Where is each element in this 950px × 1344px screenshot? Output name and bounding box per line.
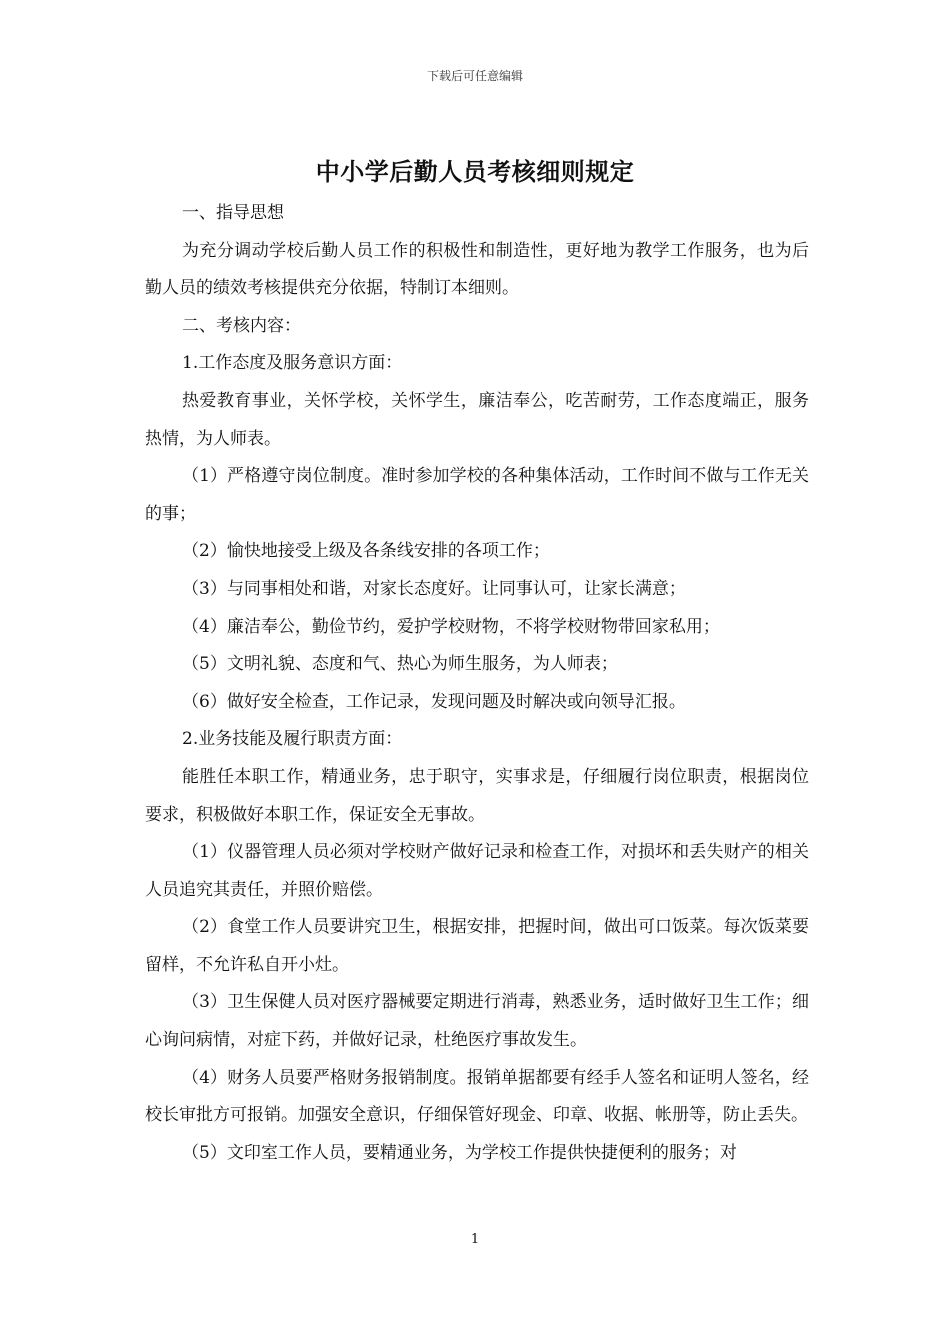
list-item-attitude-4: （4）廉洁奉公，勤俭节约，爱护学校财物，不将学校财物带回家私用；: [182, 616, 720, 637]
paragraph-attitude-summary: 热爱教育事业，关怀学校，关怀学生，廉洁奉公，吃苦耐劳，工作态度端正，服务热情，为人师表。: [145, 390, 809, 449]
list-item-skills-1: （1）仪器管理人员必须对学校财产做好记录和检查工作，对损坏和丢失财产的相关人员追究其责任，并照价赔偿。: [145, 842, 809, 900]
list-item-skills-4: （4）财务人员要严格财务报销制度。报销单据都要有经手人签名和证明人签名，经校长审批方可报销。加强安全意识，仔细保管好现金、印章、收据、帐册等，防止丢失。: [145, 1067, 809, 1126]
list-item-attitude-2: （2）愉快地接受上级及各条线安排的各项工作；: [182, 541, 550, 562]
subsection-heading-attitude: 1.工作态度及服务意识方面：: [182, 353, 403, 374]
subsection-heading-skills: 2.业务技能及履行职责方面：: [182, 729, 403, 750]
section-heading-guiding-ideology: 一、指导思想: [182, 203, 284, 223]
list-item-attitude-6: （6）做好安全检查，工作记录，发现问题及时解决或向领导汇报。: [182, 691, 686, 712]
list-item-skills-5: （5）文印室工作人员，要精通业务，为学校工作提供快捷便利的服务；对: [182, 1142, 737, 1163]
section-heading-assessment-content: 二、考核内容：: [182, 315, 301, 336]
list-item-attitude-1: （1）严格遵守岗位制度。准时参加学校的各种集体活动，工作时间不做与工作无关的事；: [145, 466, 809, 524]
paragraph-skills-summary: 能胜任本职工作，精通业务，忠于职守，实事求是，仔细履行岗位职责，根据岗位要求，积极做好本职工作，保证安全无事故。: [145, 766, 809, 825]
list-item-skills-3: （3）卫生保健人员对医疗器械要定期进行消毒，熟悉业务，适时做好卫生工作；细心询问病情，对症下药，并做好记录，杜绝医疗事故发生。: [145, 992, 809, 1051]
list-item-attitude-3: （3）与同事相处和谐，对家长态度好。让同事认可，让家长满意；: [182, 578, 686, 599]
document-title: 中小学后勤人员考核细则规定: [315, 157, 635, 186]
paragraph-purpose: 为充分调动学校后勤人员工作的积极性和制造性，更好地为教学工作服务，也为后勤人员的绩效考核提供充分依据，特制订本细则。: [145, 240, 809, 299]
header-note: 下载后可任意编辑: [426, 69, 523, 83]
list-item-attitude-5: （5）文明礼貌、态度和气、热心为师生服务，为人师表；: [182, 654, 618, 675]
page-number: 1: [470, 1232, 480, 1247]
list-item-skills-2: （2）食堂工作人员要讲究卫生，根据安排，把握时间，做出可口饭菜。每次饭菜要留样，不允许私自开小灶。: [145, 917, 809, 975]
document-body: [145, 195, 809, 1172]
